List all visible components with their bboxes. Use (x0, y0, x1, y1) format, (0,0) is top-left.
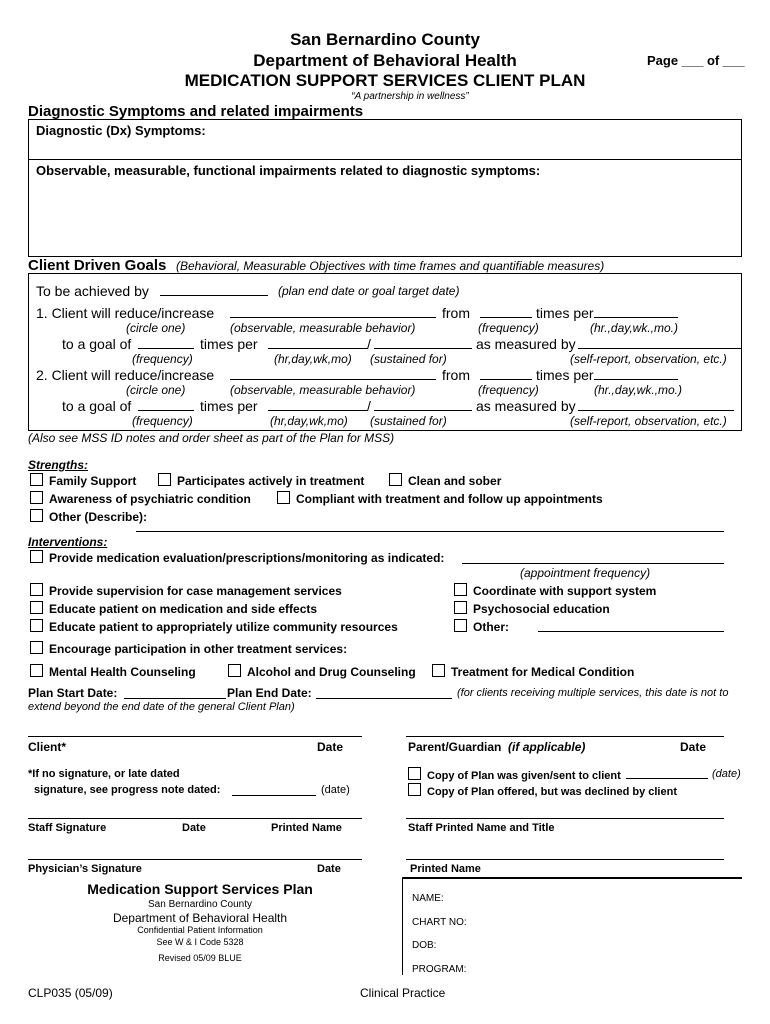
goal1-hint-period: (hr.,day,wk.,mo.) (590, 321, 679, 335)
staff-signature-label: Staff Signature (28, 822, 107, 834)
goal2-lead: 2. Client will reduce/increase (36, 367, 215, 383)
goal1-hint-behavior: (observable, measurable behavior) (230, 321, 416, 335)
no-signature-note-1: *If no signature, or late dated (28, 768, 180, 780)
goal2-sustained-field[interactable] (374, 398, 472, 411)
form-id: CLP035 (05/09) (28, 986, 113, 1000)
checkbox[interactable] (30, 641, 43, 654)
footer-dob-label: DOB: (412, 940, 437, 951)
footer-name-field[interactable] (460, 889, 730, 905)
copy-given-date-field[interactable] (626, 767, 708, 779)
goal2-goal-period-field[interactable] (268, 398, 368, 411)
clean-sober-option[interactable] (389, 473, 501, 488)
clinical-practice: Clinical Practice (360, 986, 446, 1000)
other-intervention-option[interactable] (454, 619, 509, 634)
goal1-goal-period-field[interactable] (268, 336, 368, 349)
educate-meds-label: Educate patient on medication and side effects (49, 602, 318, 616)
physician-signature-label: Physician’s Signature (28, 863, 142, 875)
checkbox[interactable] (30, 601, 43, 614)
plan-end-field[interactable] (316, 686, 452, 699)
progress-note-date-field[interactable] (232, 784, 316, 796)
checkbox[interactable] (30, 583, 43, 596)
goals-section-title: Client Driven Goals (28, 257, 167, 274)
physician-signature-line[interactable] (28, 859, 362, 860)
footer-top-rule (402, 877, 742, 879)
encourage-label: Encourage participation in other treatment services: (49, 642, 348, 656)
plan-end-label: Plan End Date: (227, 686, 312, 700)
family-support-option[interactable] (30, 473, 136, 488)
goal1-hint-sustained: (sustained for) (370, 352, 447, 366)
copy-declined-label: Copy of Plan offered, but was declined by client (427, 786, 677, 798)
psychosocial-option[interactable] (454, 601, 610, 616)
goal2-measure-field[interactable] (578, 398, 734, 411)
goal2-behavior-field[interactable] (230, 367, 436, 380)
checkbox[interactable] (454, 619, 467, 632)
goal2-hint-behavior: (observable, measurable behavior) (230, 383, 416, 397)
compliant-option[interactable] (277, 491, 603, 506)
goal1-slash: / (367, 336, 371, 352)
participates-option[interactable] (158, 473, 364, 488)
goal2-hint-self-report: (self-report, observation, etc.) (570, 414, 727, 428)
goal1-from: from (442, 305, 470, 321)
checkbox[interactable] (30, 664, 43, 677)
goal2-goal-of: to a goal of (62, 398, 132, 414)
interventions-title: Interventions: (28, 535, 108, 549)
physician-date-label: Date (317, 863, 341, 875)
dx-symptoms-field[interactable] (30, 136, 738, 158)
goal2-hint-frequency: (frequency) (478, 383, 539, 397)
checkbox[interactable] (30, 473, 43, 486)
goal2-measured-by: as measured by (476, 398, 576, 414)
footer-chart-label: CHART NO: (412, 917, 467, 928)
staff-signature-line[interactable] (28, 818, 362, 819)
progress-note-date-hint: (date) (321, 784, 350, 796)
checkbox[interactable] (30, 491, 43, 504)
goal2-from: from (442, 367, 470, 383)
encourage-option[interactable] (30, 641, 347, 656)
goal1-measured-by: as measured by (476, 336, 576, 352)
goal1-times-per: times per (536, 305, 594, 321)
goal2-hint-circle: (circle one) (126, 383, 186, 397)
checkbox[interactable] (30, 619, 43, 632)
checkbox[interactable] (30, 550, 43, 563)
footer-revised: Revised 05/09 BLUE (158, 953, 242, 963)
other-strength-option[interactable] (30, 509, 147, 524)
parent-signature-line[interactable] (406, 736, 724, 737)
also-see-note: (Also see MSS ID notes and order sheet as part of the Plan for MSS) (28, 431, 395, 445)
medical-label: Treatment for Medical Condition (451, 665, 635, 679)
mental-health-label: Mental Health Counseling (49, 665, 196, 679)
to-be-achieved-label: To be achieved by (36, 283, 149, 299)
supervision-option[interactable] (30, 583, 342, 598)
dx-symptoms-label: Diagnostic (Dx) Symptoms: (36, 123, 206, 138)
form-title: MEDICATION SUPPORT SERVICES CLIENT PLAN (184, 71, 586, 90)
goal1-period-field[interactable] (594, 305, 678, 318)
educate-resources-option[interactable] (30, 619, 398, 634)
target-date-field[interactable] (160, 283, 268, 296)
med-eval-label: Provide medication evaluation/prescriptions/monitoring as indicated: (49, 551, 445, 565)
checkbox[interactable] (389, 473, 402, 486)
staff-printed-line[interactable] (406, 818, 724, 819)
footer-chart-field[interactable] (470, 913, 730, 929)
goal2-hint-period: (hr.,day,wk.,mo.) (594, 383, 683, 397)
mental-health-option[interactable] (30, 664, 196, 679)
copy-given-label: Copy of Plan was given/sent to client (427, 770, 621, 782)
no-signature-note-2: signature, see progress note dated: (34, 784, 221, 796)
impairments-label: Observable, measurable, functional impairments related to diagnostic symptoms: (36, 163, 541, 178)
copy-given-date-hint: (date) (712, 768, 741, 780)
goal1-frequency-field[interactable] (480, 305, 532, 318)
goal1-hint-frequency-2: (frequency) (132, 352, 193, 366)
copy-given-option[interactable] (408, 767, 621, 782)
footer-dept: Department of Behavioral Health (112, 911, 288, 925)
goal1-hint-circle: (circle one) (126, 321, 186, 335)
coordinate-label: Coordinate with support system (473, 584, 657, 598)
footer-program-field[interactable] (476, 960, 730, 976)
to-be-achieved-note: (plan end date or goal target date) (278, 284, 460, 298)
copy-declined-option[interactable] (408, 783, 677, 798)
other-intervention-field[interactable] (538, 619, 724, 632)
parent-date-label: Date (680, 740, 707, 754)
other-strength-label: Other (Describe): (49, 510, 148, 524)
staff-printed-title-label: Staff Printed Name and Title (408, 822, 555, 834)
staff-printed-name-label: Printed Name (271, 822, 342, 834)
checkbox[interactable] (158, 473, 171, 486)
impairments-field[interactable] (30, 180, 738, 252)
awareness-label: Awareness of psychiatric condition (49, 492, 251, 506)
supervision-label: Provide supervision for case management services (49, 584, 342, 598)
checkbox[interactable] (432, 664, 445, 677)
footer-county: San Bernardino County (148, 899, 252, 910)
checkbox[interactable] (277, 491, 290, 504)
participates-label: Participates actively in treatment (177, 474, 365, 488)
awareness-option[interactable] (30, 491, 251, 506)
tagline: “A partnership in wellness” (351, 91, 469, 102)
plan-dates-note-1: (for clients receiving multiple services, this date is not to (457, 687, 729, 699)
goal1-hint-frequency: (frequency) (478, 321, 539, 335)
client-signature-line[interactable] (28, 736, 362, 737)
goal1-hint-period-2: (hr,day,wk,mo) (274, 352, 352, 366)
diagnostic-section-title: Diagnostic Symptoms and related impairments (28, 103, 364, 120)
alcohol-drug-option[interactable] (228, 664, 416, 679)
goal1-goal-value-field[interactable] (138, 336, 194, 349)
other-strength-field[interactable] (136, 531, 724, 532)
goal2-times-per-2: times per (200, 398, 258, 414)
goal2-period-field[interactable] (594, 367, 678, 380)
checkbox[interactable] (454, 583, 467, 596)
psychosocial-label: Psychosocial education (473, 602, 610, 616)
plan-start-field[interactable] (124, 686, 226, 699)
goal2-goal-value-field[interactable] (138, 398, 194, 411)
goal2-times-per: times per (536, 367, 594, 383)
parent-label (408, 740, 585, 754)
physician-printed-label: Printed Name (410, 863, 481, 875)
footer-dob-field[interactable] (450, 936, 730, 952)
med-eval-frequency-field[interactable] (462, 551, 724, 564)
client-label: Client* (28, 740, 67, 754)
checkbox[interactable] (408, 767, 421, 780)
footer-code: See W & I Code 5328 (156, 937, 244, 947)
goal1-measure-field[interactable] (578, 336, 742, 349)
staff-date-label: Date (182, 822, 206, 834)
footer-name-label: NAME: (412, 893, 444, 904)
coordinate-option[interactable] (454, 583, 656, 598)
goal1-goal-of: to a goal of (62, 336, 132, 352)
page-number-field[interactable]: Page ___ of ___ (647, 53, 745, 68)
educate-resources-label: Educate patient to appropriately utilize community resources (49, 620, 398, 634)
alcohol-drug-label: Alcohol and Drug Counseling (247, 665, 416, 679)
plan-dates-note-2: extend beyond the end date of the general Client Plan) (28, 701, 295, 713)
educate-meds-option[interactable] (30, 601, 317, 616)
other-intervention-label: Other: (473, 620, 509, 634)
county-heading: San Bernardino County (290, 30, 480, 49)
checkbox[interactable] (30, 509, 43, 522)
checkbox[interactable] (228, 664, 241, 677)
goal1-times-per-2: times per (200, 336, 258, 352)
medical-option[interactable] (432, 664, 634, 679)
goal2-frequency-field[interactable] (480, 367, 532, 380)
med-eval-option[interactable] (30, 550, 444, 565)
goal2-hint-sustained: (sustained for) (370, 414, 447, 428)
strengths-title: Strengths: (28, 458, 88, 472)
compliant-label: Compliant with treatment and follow up appointments (296, 492, 603, 506)
goal1-behavior-field[interactable] (230, 305, 436, 318)
goal2-slash: / (367, 398, 371, 414)
physician-printed-line[interactable] (406, 859, 724, 860)
appt-frequency-hint: (appointment frequency) (520, 566, 651, 580)
footer-divider (402, 877, 403, 975)
client-date-label: Date (317, 740, 344, 754)
diagnostic-divider (28, 159, 742, 160)
goal1-sustained-field[interactable] (374, 336, 472, 349)
department-heading: Department of Behavioral Health (253, 51, 517, 70)
clean-sober-label: Clean and sober (408, 474, 502, 488)
footer-confidential: Confidential Patient Information (137, 925, 263, 935)
goal1-lead: 1. Client will reduce/increase (36, 305, 215, 321)
footer-plan-title: Medication Support Services Plan (87, 881, 313, 897)
checkbox[interactable] (454, 601, 467, 614)
parent-label-text: Parent/Guardian (408, 740, 502, 754)
family-support-label: Family Support (49, 474, 137, 488)
plan-start-label: Plan Start Date: (28, 686, 118, 700)
goal2-hint-frequency-2: (frequency) (132, 414, 193, 428)
footer-program-label: PROGRAM: (412, 964, 467, 975)
goals-section-note: (Behavioral, Measurable Objectives with time frames and quantifiable measures) (176, 259, 605, 273)
goal2-hint-period-2: (hr,day,wk,mo) (270, 414, 348, 428)
if-applicable-label: (if applicable) (508, 740, 586, 754)
checkbox[interactable] (408, 783, 421, 796)
goal1-hint-self-report: (self-report, observation, etc.) (570, 352, 727, 366)
